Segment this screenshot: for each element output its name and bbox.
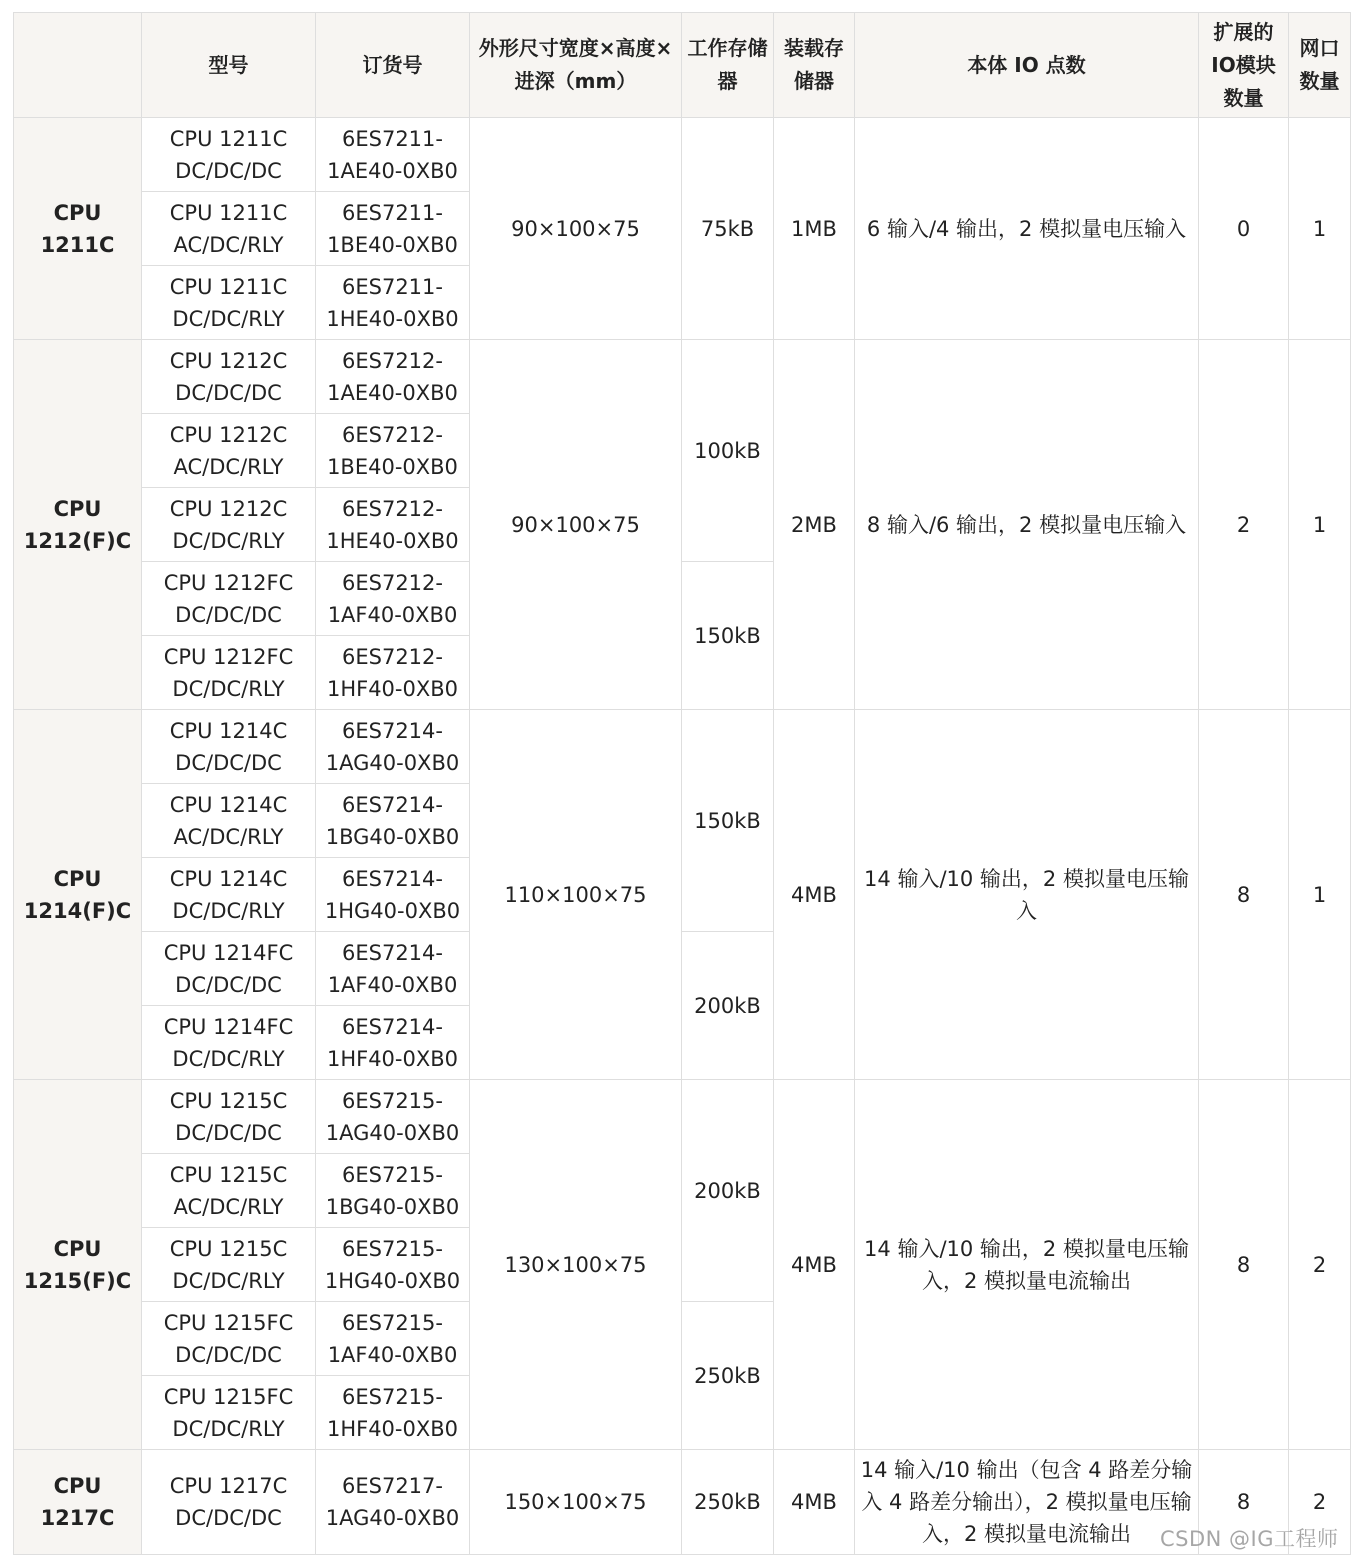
series-cell: CPU 1215(F)C	[14, 1080, 142, 1450]
load-memory-cell: 4MB	[774, 710, 855, 1080]
load-memory-cell: 2MB	[774, 340, 855, 710]
header-onboard-io: 本体 IO 点数	[855, 13, 1199, 118]
dimensions-cell: 90×100×75	[470, 118, 682, 340]
model-cell: CPU 1212FC DC/DC/RLY	[142, 636, 316, 710]
model-cell: CPU 1211C DC/DC/DC	[142, 118, 316, 192]
order-cell: 6ES7212-1HE40-0XB0	[316, 488, 470, 562]
expansion-cell: 8	[1199, 1450, 1289, 1555]
order-cell: 6ES7211-1HE40-0XB0	[316, 266, 470, 340]
order-cell: 6ES7214-1AG40-0XB0	[316, 710, 470, 784]
model-cell: CPU 1215FC DC/DC/DC	[142, 1302, 316, 1376]
order-cell: 6ES7212-1AE40-0XB0	[316, 340, 470, 414]
expansion-cell: 2	[1199, 340, 1289, 710]
ports-cell: 1	[1289, 340, 1351, 710]
order-cell: 6ES7215-1AF40-0XB0	[316, 1302, 470, 1376]
model-cell: CPU 1212C DC/DC/DC	[142, 340, 316, 414]
series-cell: CPU 1211C	[14, 118, 142, 340]
model-cell: CPU 1212FC DC/DC/DC	[142, 562, 316, 636]
series-cell: CPU 1214(F)C	[14, 710, 142, 1080]
order-cell: 6ES7212-1BE40-0XB0	[316, 414, 470, 488]
header-series	[14, 13, 142, 118]
model-cell: CPU 1212C DC/DC/RLY	[142, 488, 316, 562]
header-order-number: 订货号	[316, 13, 470, 118]
model-cell: CPU 1214C DC/DC/RLY	[142, 858, 316, 932]
header-model: 型号	[142, 13, 316, 118]
order-cell: 6ES7215-1HF40-0XB0	[316, 1376, 470, 1450]
header-work-memory: 工作存储器	[682, 13, 774, 118]
expansion-cell: 8	[1199, 1080, 1289, 1450]
model-cell: CPU 1211C AC/DC/RLY	[142, 192, 316, 266]
table-row	[14, 340, 1351, 414]
ports-cell: 2	[1289, 1450, 1351, 1555]
model-cell: CPU 1214FC DC/DC/RLY	[142, 1006, 316, 1080]
onboard-io-cell: 14 输入/10 输出，2 模拟量电压输入，2 模拟量电流输出	[855, 1080, 1199, 1450]
load-memory-cell: 4MB	[774, 1080, 855, 1450]
watermark: CSDN @IG工程师	[1160, 1527, 1339, 1551]
work-memory-cell: 150kB	[682, 710, 774, 932]
order-cell: 6ES7215-1BG40-0XB0	[316, 1154, 470, 1228]
header-dimensions: 外形尺寸宽度×高度×进深（mm）	[470, 13, 682, 118]
dimensions-cell: 90×100×75	[470, 340, 682, 710]
onboard-io-cell: 14 输入/10 输出（包含 4 路差分输入 4 路差分输出），2 模拟量电压输入，2 模拟量电流输出	[855, 1450, 1199, 1555]
model-cell: CPU 1217C DC/DC/DC	[142, 1450, 316, 1555]
order-cell: 6ES7214-1HG40-0XB0	[316, 858, 470, 932]
table-row	[14, 1080, 1351, 1154]
work-memory-cell: 200kB	[682, 1080, 774, 1302]
order-cell: 6ES7214-1BG40-0XB0	[316, 784, 470, 858]
order-cell: 6ES7214-1HF40-0XB0	[316, 1006, 470, 1080]
model-cell: CPU 1215C AC/DC/RLY	[142, 1154, 316, 1228]
model-cell: CPU 1215C DC/DC/DC	[142, 1080, 316, 1154]
dimensions-cell: 130×100×75	[470, 1080, 682, 1450]
order-cell: 6ES7211-1BE40-0XB0	[316, 192, 470, 266]
plc-spec-table	[13, 12, 1351, 1555]
model-cell: CPU 1212C AC/DC/RLY	[142, 414, 316, 488]
load-memory-cell: 4MB	[774, 1450, 855, 1555]
work-memory-cell: 100kB	[682, 340, 774, 562]
onboard-io-cell: 14 输入/10 输出，2 模拟量电压输入	[855, 710, 1199, 1080]
model-cell: CPU 1211C DC/DC/RLY	[142, 266, 316, 340]
dimensions-cell: 110×100×75	[470, 710, 682, 1080]
order-cell: 6ES7214-1AF40-0XB0	[316, 932, 470, 1006]
order-cell: 6ES7211-1AE40-0XB0	[316, 118, 470, 192]
model-cell: CPU 1214C AC/DC/RLY	[142, 784, 316, 858]
header-ethernet-ports: 网口数量	[1289, 13, 1351, 118]
series-cell: CPU 1212(F)C	[14, 340, 142, 710]
series-cell: CPU 1217C	[14, 1450, 142, 1555]
order-cell: 6ES7217-1AG40-0XB0	[316, 1450, 470, 1555]
model-cell: CPU 1214C DC/DC/DC	[142, 710, 316, 784]
table-row	[14, 118, 1351, 192]
dimensions-cell: 150×100×75	[470, 1450, 682, 1555]
work-memory-cell: 250kB	[682, 1450, 774, 1555]
header-expansion-modules: 扩展的IO模块数量	[1199, 13, 1289, 118]
work-memory-cell: 150kB	[682, 562, 774, 710]
table-row	[14, 710, 1351, 784]
model-cell: CPU 1215C DC/DC/RLY	[142, 1228, 316, 1302]
model-cell: CPU 1214FC DC/DC/DC	[142, 932, 316, 1006]
header-row	[14, 13, 1351, 118]
ports-cell: 1	[1289, 118, 1351, 340]
work-memory-cell: 200kB	[682, 932, 774, 1080]
header-load-memory: 装载存储器	[774, 13, 855, 118]
load-memory-cell: 1MB	[774, 118, 855, 340]
ports-cell: 1	[1289, 710, 1351, 1080]
order-cell: 6ES7215-1AG40-0XB0	[316, 1080, 470, 1154]
onboard-io-cell: 8 输入/6 输出，2 模拟量电压输入	[855, 340, 1199, 710]
model-cell: CPU 1215FC DC/DC/RLY	[142, 1376, 316, 1450]
order-cell: 6ES7212-1AF40-0XB0	[316, 562, 470, 636]
onboard-io-cell: 6 输入/4 输出，2 模拟量电压输入	[855, 118, 1199, 340]
order-cell: 6ES7215-1HG40-0XB0	[316, 1228, 470, 1302]
expansion-cell: 8	[1199, 710, 1289, 1080]
order-cell: 6ES7212-1HF40-0XB0	[316, 636, 470, 710]
work-memory-cell: 250kB	[682, 1302, 774, 1450]
table-row	[14, 1450, 1351, 1555]
work-memory-cell: 75kB	[682, 118, 774, 340]
ports-cell: 2	[1289, 1080, 1351, 1450]
expansion-cell: 0	[1199, 118, 1289, 340]
